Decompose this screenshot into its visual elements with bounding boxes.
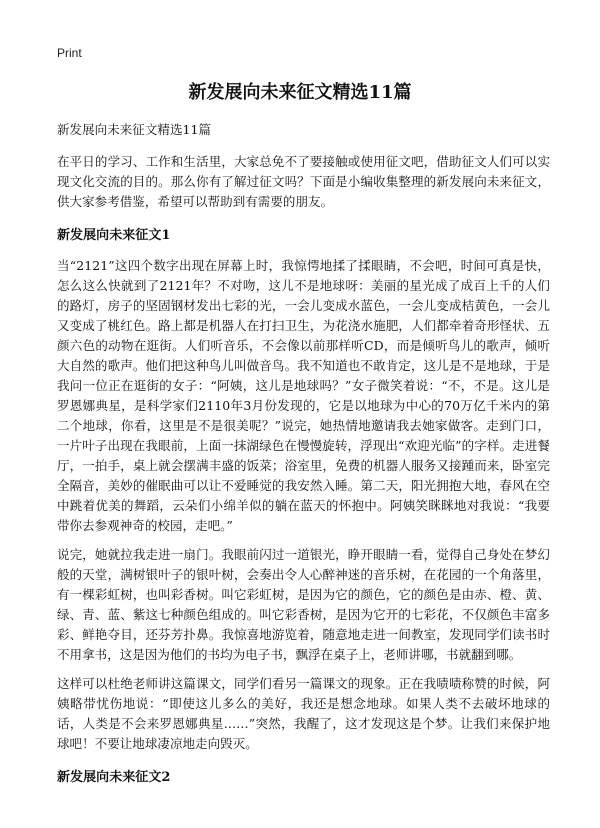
- section-heading-2: 新发展向未来征文2: [57, 770, 171, 785]
- section-heading-1: 新发展向未来征文1: [57, 228, 171, 243]
- section-1-paragraph-2: 说完，她就拉我走进一扇门。我眼前闪过一道银光，睁开眼睛一看，觉得自己身处在梦幻般的天堂，满树银叶子的银叶树，会奏出令人心醉神迷的音乐树，在花园的一个角落里，有一棵彩虹树，也叫彩香树。叫它彩虹树，是因为它的颜色，它的颜色是由赤、橙、黄、绿、青、蓝、紫这七种颜色组成的。叫它彩香树，是因为它开的七彩花，不仅颜色丰富多彩、鲜艳夺目，还芬芳扑鼻。我惊喜地游览着，随意地走进一间教室，发现同学们读书时不用拿书，这是因为他们的书均为电子书，飘浮在桌子上，老师讲哪，书就翻到哪。: [57, 547, 550, 662]
- print-link[interactable]: Print: [57, 46, 82, 60]
- section-1-paragraph-1: 当“2121”这四个数字出现在屏幕上时，我惊愕地揉了揉眼睛，不会吧，时间可真是快，怎么这么快就到了2121年？不对吻，这儿不是地球呀：美丽的星光成了成百上千的人们的路灯，房子的坚固钢材发出七彩的光，一会儿变成水蓝色，一会儿变成桔黄色，一会儿又变成了桃红色。路上都是机器人在打扫卫生，为花浇水施肥，人们都牵着奇形怪状、五颜六色的动物在逛街。人们听音乐，不会像以前那样听CD，而是倾听鸟儿的歌声，倾听大自然的歌声。他们把这种鸟儿叫做音鸟。我不知道也不敢肯定，这儿是不是地球，于是我问一位正在逛街的女子：“阿姨，这儿是地球吗？”女子微笑着说：“不，不是。这儿是罗恩娜典星，是科学家们2110年3月份发现的，它是以地球为中心的70万亿千米内的第二个地球，你看，这里是不是很美呢？”说完，她热情地邀请我去她家做客。走到门口，一片叶子出现在我眼前，上面一抹湖绿色在慢慢旋转，浮现出“欢迎光临”的字样。走进餐厅，一拍手，桌上就会摆满丰盛的饭菜；浴室里，免费的机器人服务又接踵而来，卧室完全隔音，美妙的催眠曲可以让不爱睡觉的我安然入睡。第二天，阳光拥抱大地，春风在空中跳着优美的舞蹈，云朵们小绵羊似的躺在蓝天的怀抱中。阿姨笑眯眯地对我说：“我要带你去参观神奇的校园，走吧。”: [57, 258, 550, 533]
- subtitle: 新发展向未来征文精选11篇: [57, 122, 212, 137]
- intro-paragraph: 在平日的学习、工作和生活里，大家总免不了要接触或使用征文吧，借助征文人们可以实现文化交流的目的。那么你有了解过征文吗？下面是小编收集整理的新发展向未来征文，供大家参考借鉴，希望可以帮助到有需要的朋友。: [57, 154, 550, 209]
- section-1-paragraph-3: 这样可以杜绝老师讲这篇课文，同学们看另一篇课文的现象。正在我啧啧称赞的时候，阿姨略带忧伤地说：“即使这儿多么的美好，我还是想念地球。如果人类不去破坏地球的话，人类是不会来罗恩娜典星……”突然，我醒了，这才发现这是个梦。让我们来保护地球吧！不要让地球凄凉地走向毁灭。: [57, 676, 550, 751]
- page-title: 新发展向未来征文精选11篇: [188, 82, 412, 103]
- article-body: [57, 120, 550, 798]
